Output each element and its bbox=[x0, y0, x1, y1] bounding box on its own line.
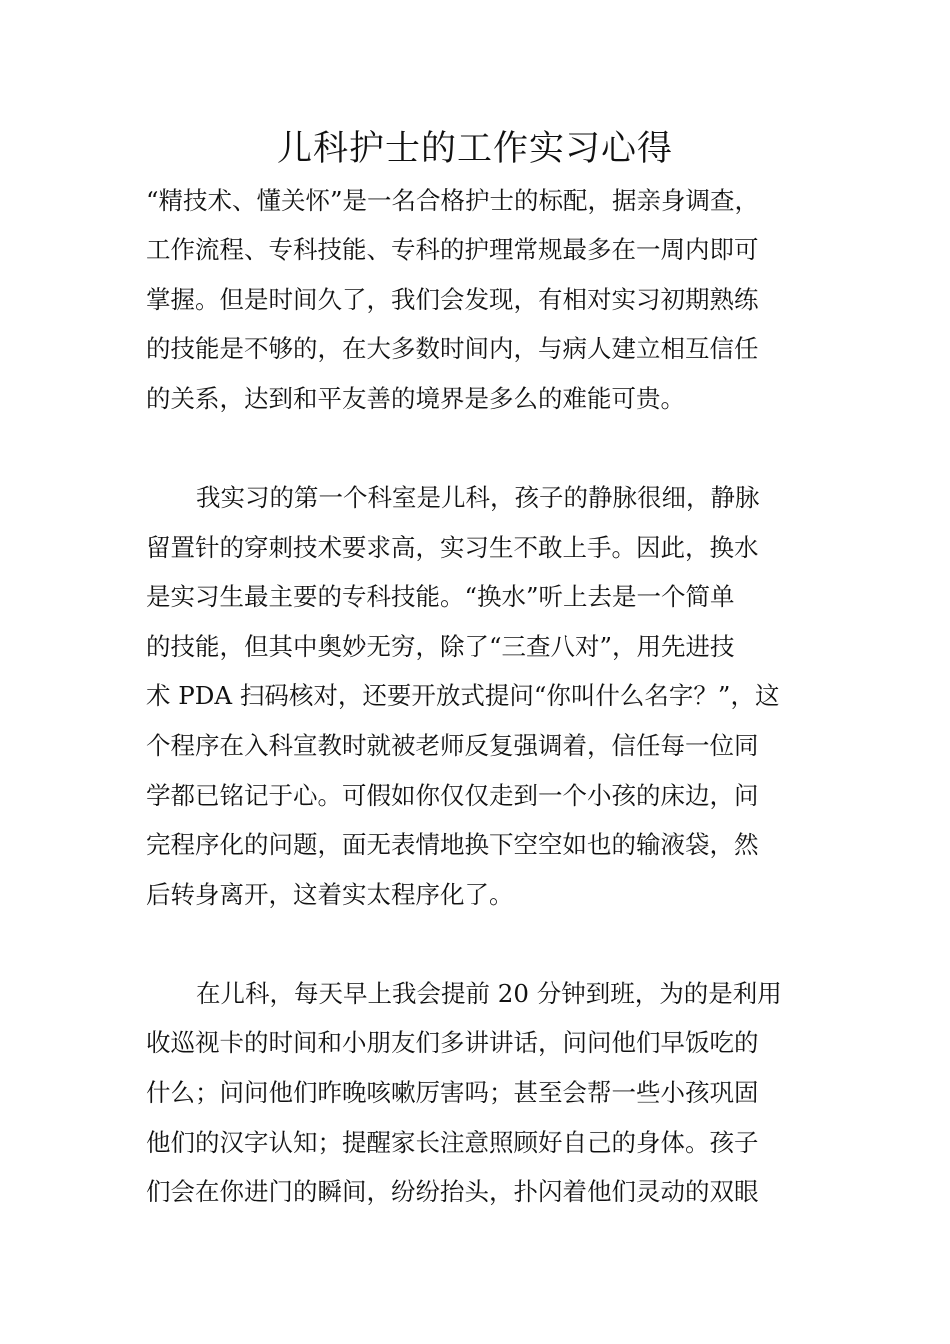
paragraph-line: 收巡视卡的时间和小朋友们多讲讲话，问问他们早饭吃的 bbox=[146, 1028, 759, 1057]
paragraph-line: 我实习的第一个科室是儿科，孩子的静脉很细，静脉 bbox=[196, 483, 760, 512]
paragraph-line: 后转身离开，这着实太程序化了。 bbox=[146, 880, 514, 909]
paragraph-line: 的技能，但其中奥妙无穷，除了“三查八对”，用先进技 bbox=[146, 632, 735, 661]
paragraph-line: 什么；问问他们昨晚咳嗽厉害吗；甚至会帮一些小孩巩固 bbox=[146, 1078, 759, 1107]
paragraph-line: 是实习生最主要的专科技能。“换水”听上去是一个简单 bbox=[146, 582, 735, 611]
paragraph-line: 工作流程、专科技能、专科的护理常规最多在一周内即可 bbox=[146, 235, 759, 264]
document-title: 儿科护士的工作实习心得 bbox=[276, 129, 673, 169]
paragraph-line: 的技能是不够的，在大多数时间内，与病人建立相互信任 bbox=[146, 334, 759, 363]
paragraph-line: 掌握。但是时间久了，我们会发现，有相对实习初期熟练 bbox=[146, 285, 759, 314]
paragraph-line: 留置针的穿刺技术要求高，实习生不敢上手。因此，换水 bbox=[146, 533, 759, 562]
paragraph-line: 的关系，达到和平友善的境界是多么的难能可贵。 bbox=[146, 384, 685, 413]
paragraph-line: 术 PDA 扫码核对，还要开放式提问“你叫什么名字？”，这 bbox=[146, 681, 780, 710]
paragraph-line: 在儿科，每天早上我会提前 20 分钟到班，为的是利用 bbox=[196, 979, 782, 1008]
paragraph-line: 个程序在入科宣教时就被老师反复强调着，信任每一位同 bbox=[146, 731, 759, 760]
paragraph-line: 学都已铭记于心。可假如你仅仅走到一个小孩的床边，问 bbox=[146, 781, 759, 810]
paragraph-line: 完程序化的问题，面无表情地换下空空如也的输液袋，然 bbox=[146, 830, 759, 859]
paragraph-line: 们会在你进门的瞬间，纷纷抬头，扑闪着他们灵动的双眼 bbox=[146, 1177, 759, 1206]
paragraph-line: 他们的汉字认知；提醒家长注意照顾好自己的身体。孩子 bbox=[146, 1128, 759, 1157]
paragraph-line: “精技术、懂关怀”是一名合格护士的标配，据亲身调查， bbox=[146, 186, 760, 215]
